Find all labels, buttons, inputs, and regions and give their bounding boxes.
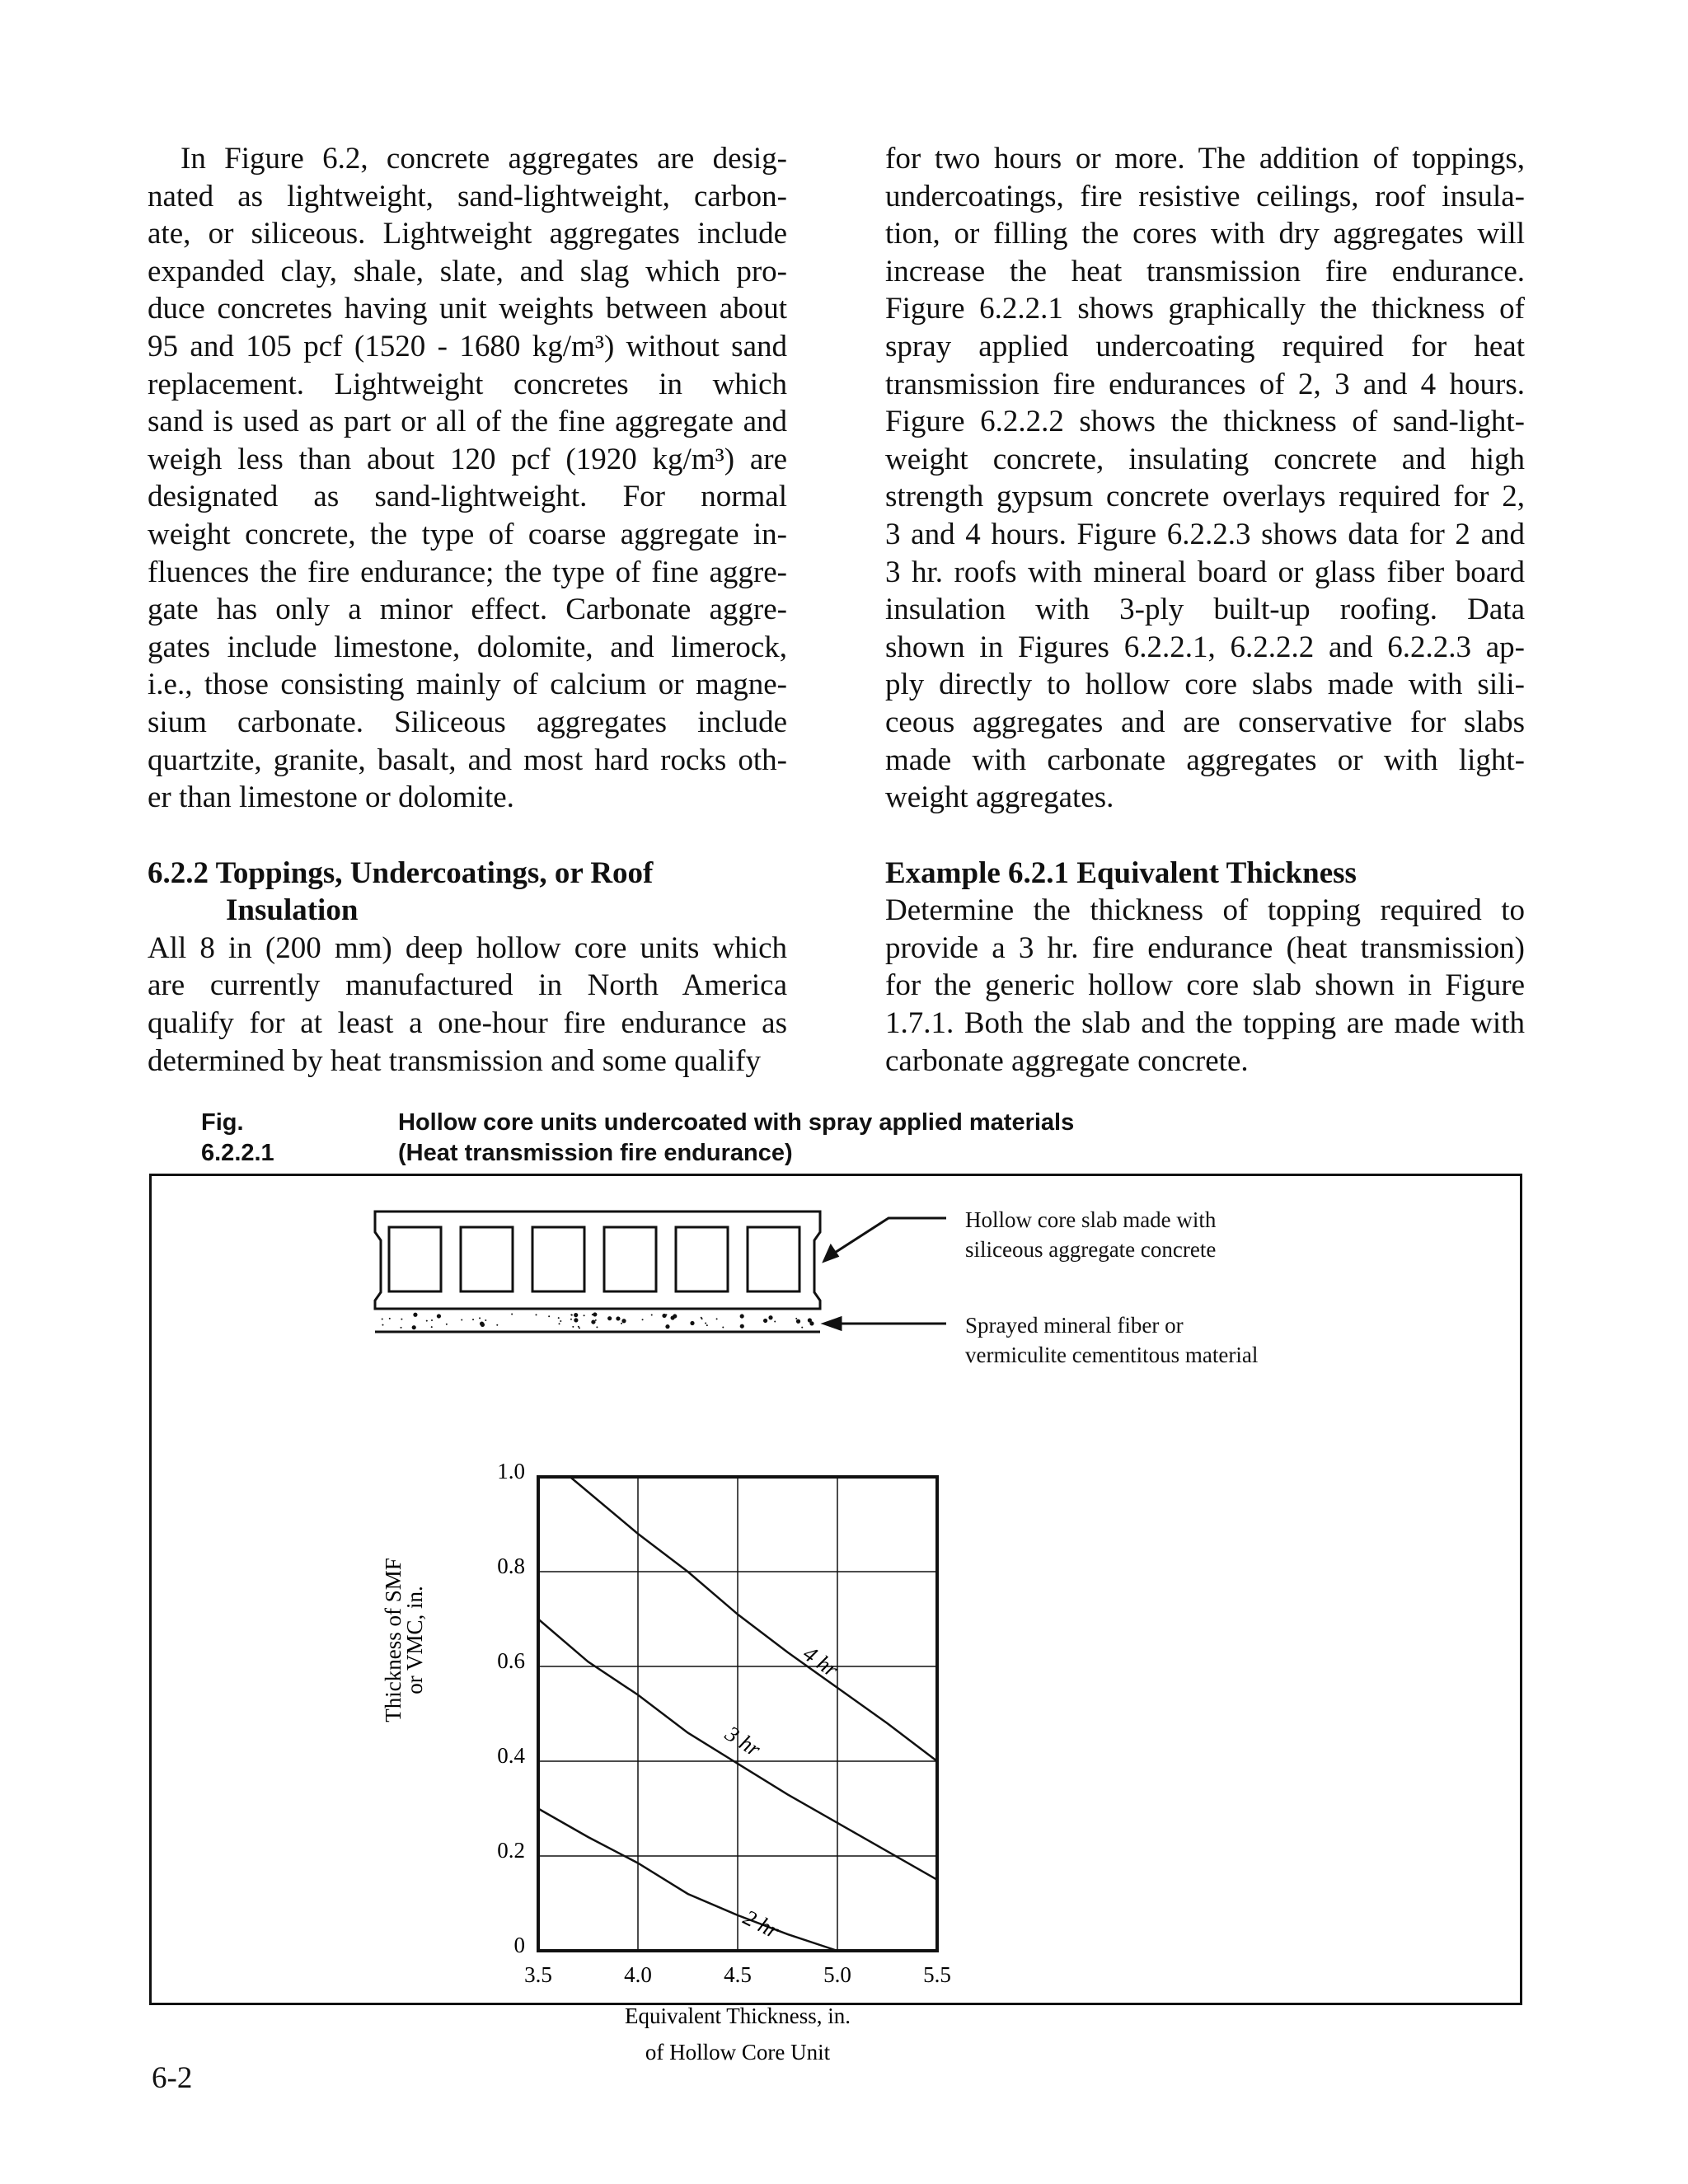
text-line: ate, or siliceous. Lightweight aggregates include (148, 217, 787, 251)
series-line-4hr (570, 1477, 937, 1761)
text-line: weight concrete, the type of coarse aggregate in- (148, 517, 787, 551)
spray-arrow-head (824, 1318, 841, 1329)
speckle (431, 1319, 433, 1321)
text-line: er than limestone or dolomite. (148, 780, 514, 815)
text-line: made with carbonate aggregates or with light- (885, 743, 1525, 777)
text-line: gate has only a minor effect. Carbonate aggre- (148, 593, 787, 627)
x-tick-label: 4.5 (724, 1962, 752, 1987)
speckle (413, 1313, 417, 1317)
text-line: shown in Figures 6.2.2.1, 6.2.2.2 and 6.2.2.3 ap- (885, 630, 1525, 664)
speckle (496, 1324, 498, 1326)
slab-cores (389, 1227, 799, 1291)
text-line: weigh less than about 120 pcf (1920 kg/m³) are (148, 442, 787, 476)
text-line: Figure 6.2.2.2 shows the thickness of sand-light- (885, 405, 1525, 439)
text-line: increase the heat transmission fire endurance. (885, 254, 1525, 288)
speckle (548, 1315, 550, 1317)
text-line: ceous aggregates and are conservative for slabs (885, 705, 1525, 739)
speckle (479, 1317, 481, 1319)
text-line: transmission fire endurances of 2, 3 and 4 hours. (885, 367, 1525, 401)
series-line-2hr (538, 1809, 837, 1952)
heading-line-2: Insulation (226, 893, 359, 928)
speckle (558, 1317, 560, 1319)
speckle (426, 1320, 428, 1322)
label-slab-line-2: siliceous aggregate concrete (965, 1237, 1217, 1262)
text-line: 95 and 105 pcf (1520 - 1680 kg/m³) without sand (148, 329, 787, 363)
text-line: spray applied undercoating required for heat (885, 329, 1525, 363)
text-line: weight aggregates. (885, 780, 1114, 815)
speckle (578, 1326, 579, 1328)
speckle (593, 1312, 597, 1316)
speckle (673, 1314, 677, 1318)
text-line: quartzite, granite, basalt, and most hard rocks oth- (148, 743, 787, 777)
text-line: are currently manufactured in North America (148, 968, 787, 1003)
speckle (431, 1326, 433, 1328)
speckle (621, 1323, 622, 1324)
x-tick-label: 5.5 (923, 1962, 951, 1987)
core-void (461, 1227, 513, 1291)
speckle (596, 1326, 598, 1328)
speckle (607, 1316, 612, 1320)
speckle (382, 1318, 383, 1319)
heading-line-1: 6.2.2 Toppings, Undercoatings, or Roof (148, 855, 654, 890)
spray-layer-speckles (382, 1312, 814, 1329)
text-line: insulation with 3-ply built-up roofing. Data (885, 593, 1525, 627)
text-line: sium carbonate. Siliceous aggregates include (148, 705, 787, 739)
speckle (574, 1318, 578, 1322)
y-tick-label: 1.0 (497, 1459, 525, 1483)
text-line: tion, or filling the cores with dry aggregates will (885, 217, 1525, 251)
example-heading: Example 6.2.1 Equivalent Thickness (885, 855, 1357, 890)
speckle (382, 1324, 383, 1326)
speckle (595, 1319, 597, 1321)
text-line: replacement. Lightweight concretes in which (148, 367, 787, 401)
speckle (665, 1324, 669, 1329)
speckle (763, 1319, 767, 1323)
text-line: undercoatings, fire resistive ceilings, roof insula- (885, 179, 1525, 213)
speckle (584, 1315, 585, 1316)
speckle (461, 1319, 462, 1321)
x-axis-label: Equivalent Thickness, in. (625, 2004, 851, 2028)
text-line: fluences the fire endurance; the type of fine aggre- (148, 555, 787, 589)
y-tick-label: 0.4 (497, 1743, 525, 1768)
speckle (412, 1325, 416, 1329)
core-void (748, 1227, 799, 1291)
y-axis-label: Thickness of SMF (381, 1558, 406, 1722)
speckle (690, 1321, 694, 1325)
x-axis-label: of Hollow Core Unit (645, 2040, 831, 2064)
text-line: Determine the thickness of topping required to (885, 893, 1525, 928)
text-line: All 8 in (200 mm) deep hollow core units which (148, 930, 787, 965)
label-spray-line-1: Sprayed mineral fiber or (965, 1313, 1184, 1338)
y-tick-label: 0.6 (497, 1648, 525, 1673)
speckle (740, 1314, 744, 1318)
series-label: 4 hr (798, 1640, 843, 1682)
text-line: 1.7.1. Both the slab and the topping are made with (885, 1006, 1525, 1041)
label-slab-line-1: Hollow core slab made with (965, 1207, 1217, 1232)
speckle (740, 1324, 744, 1329)
speckle (796, 1319, 800, 1324)
speckle (485, 1319, 486, 1321)
text-line: weight concrete, insulating concrete and high (885, 442, 1525, 476)
core-void (532, 1227, 584, 1291)
label-spray-line-2: vermiculite cementitous material (965, 1343, 1259, 1367)
speckle (401, 1319, 402, 1320)
slab-leader-line (828, 1218, 946, 1257)
x-tick-label: 5.0 (823, 1962, 851, 1987)
text-line: duce concretes having unit weights between about (148, 292, 787, 326)
speckle (446, 1324, 448, 1325)
text-line: Figure 6.2.2.1 shows graphically the thickness of (885, 292, 1525, 326)
core-void (389, 1227, 441, 1291)
text-line: sand is used as part or all of the fine aggregate and (148, 405, 787, 439)
speckle (809, 1321, 814, 1325)
text-line: i.e., those consisting mainly of calcium or magne- (148, 668, 787, 702)
speckle (706, 1324, 708, 1326)
speckle (616, 1316, 620, 1320)
speckle (511, 1314, 513, 1315)
text-line: In Figure 6.2, concrete aggregates are desig- (181, 142, 787, 176)
speckle (768, 1315, 772, 1319)
y-tick-label: 0 (513, 1933, 525, 1957)
x-tick-label: 4.0 (624, 1962, 652, 1987)
y-tick-label: 0.8 (497, 1554, 525, 1578)
speckle (389, 1318, 391, 1319)
slab-arrow-head (824, 1246, 837, 1261)
core-void (604, 1227, 656, 1291)
speckle (801, 1327, 803, 1329)
speckle (401, 1327, 402, 1329)
text-line: strength gypsum concrete overlays required for 2, (885, 480, 1525, 514)
text-line: for two hours or more. The addition of toppings, (885, 142, 1525, 176)
x-tick-label: 3.5 (524, 1962, 552, 1987)
page-number: 6-2 (152, 2061, 193, 2095)
figure-title-line-1: Hollow core units undercoated with spray applied materials (398, 1109, 1075, 1136)
speckle (572, 1326, 574, 1328)
speckle (701, 1318, 703, 1319)
text-line: gates include limestone, dolomite, and limerock, (148, 630, 787, 664)
figure-number: Fig. 6.2.2.1 (201, 1109, 274, 1166)
speckle (621, 1319, 626, 1323)
speckle (642, 1319, 644, 1320)
speckle (570, 1319, 572, 1320)
figure-title-line-2: (Heat transmission fire endurance) (398, 1140, 793, 1166)
speckle (570, 1314, 572, 1315)
speckle (481, 1323, 485, 1327)
speckle (437, 1314, 441, 1318)
speckle (574, 1313, 578, 1317)
text-line: ply directly to hollow core slabs made with sili- (885, 668, 1525, 702)
series-label: 2 hr (739, 1905, 784, 1943)
text-line: designated as sand-lightweight. For normal (148, 480, 787, 514)
text-line: determined by heat transmission and some qualify (148, 1043, 761, 1078)
text-line: expanded clay, shale, slate, and slag which pro- (148, 254, 787, 288)
y-tick-label: 0.2 (497, 1838, 525, 1863)
speckle (795, 1318, 797, 1319)
speckle (774, 1321, 776, 1323)
y-axis-label: or VMC, in. (402, 1586, 427, 1694)
speckle (705, 1323, 706, 1324)
text-line: carbonate aggregate concrete. (885, 1043, 1249, 1078)
core-void (676, 1227, 728, 1291)
text-line: 3 hr. roofs with mineral board or glass fiber board (885, 555, 1525, 589)
speckle (560, 1320, 561, 1322)
speckle (472, 1319, 474, 1320)
speckle (559, 1323, 560, 1324)
chart (381, 1459, 951, 2064)
text-line: 3 and 4 hours. Figure 6.2.2.3 shows data for 2 and (885, 517, 1525, 551)
speckle (535, 1314, 537, 1315)
speckle (662, 1314, 666, 1318)
text-line: qualify for at least a one-hour fire endurance as (148, 1006, 787, 1041)
speckle (592, 1314, 593, 1315)
series-label: 3 hr (720, 1721, 766, 1762)
speckle (651, 1315, 653, 1316)
speckle (722, 1326, 724, 1328)
hollow-core-slab-diagram (375, 1212, 946, 1332)
speckle (579, 1327, 580, 1329)
speckle (716, 1318, 718, 1319)
text-line: provide a 3 hr. fire endurance (heat transmission) (885, 930, 1525, 965)
speckle (591, 1319, 595, 1324)
text-line: for the generic hollow core slab shown in Figure (885, 968, 1525, 1003)
text-line: nated as lightweight, sand-lightweight, carbon- (148, 179, 787, 213)
